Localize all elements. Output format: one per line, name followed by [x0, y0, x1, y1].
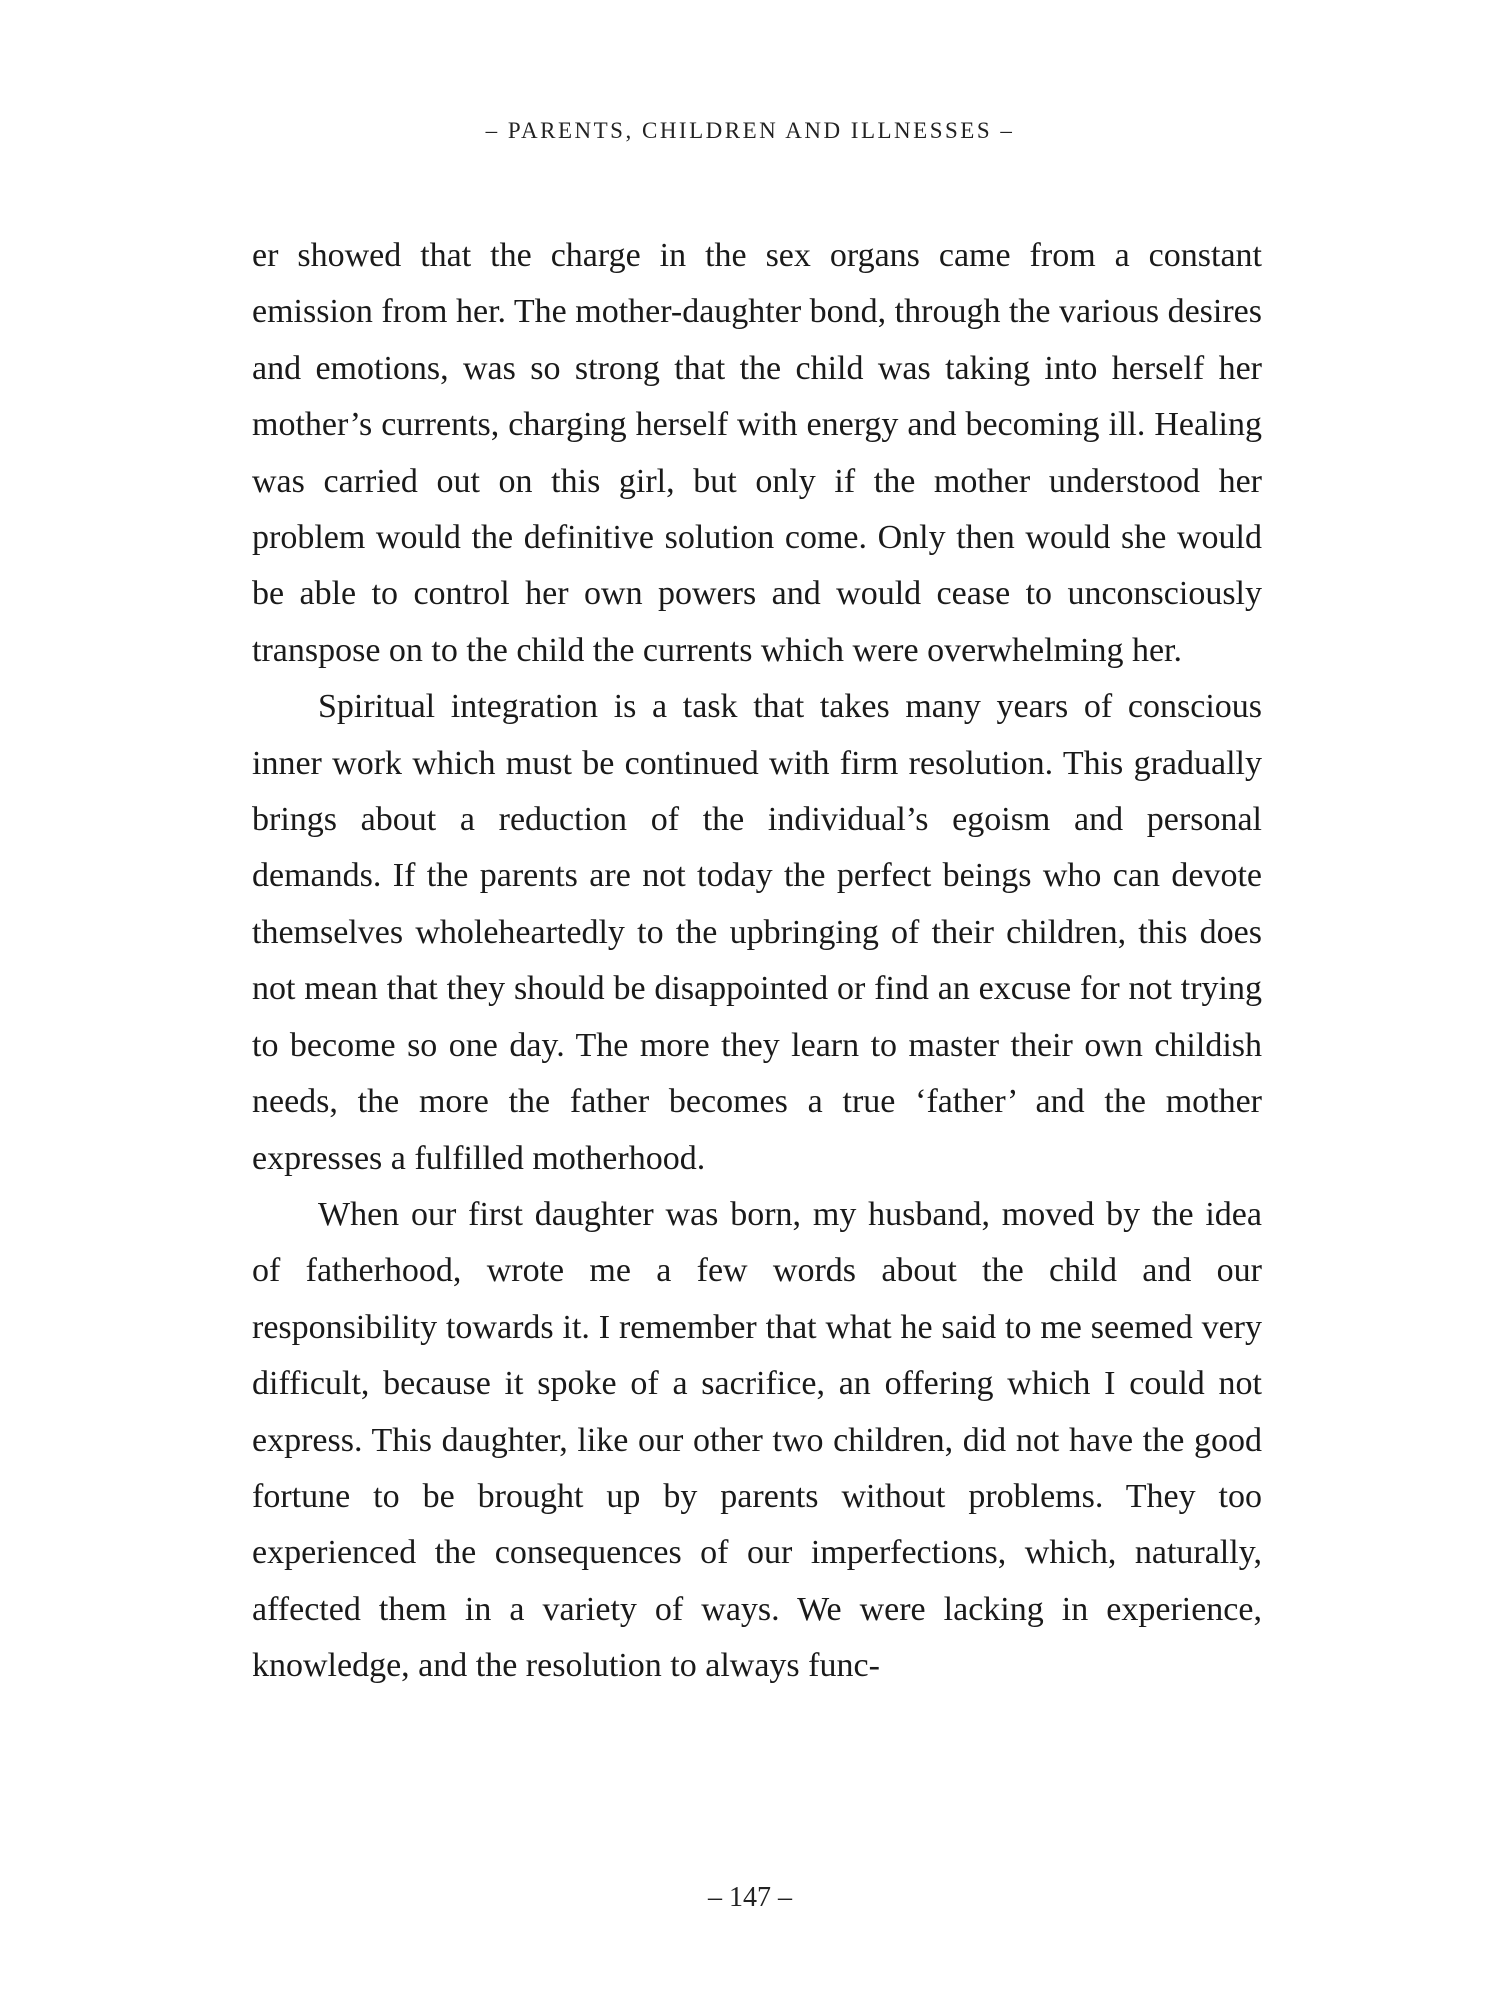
paragraph-first-daughter: When our first daughter was born, my husband, moved by the idea of fatherhood, wrote me a few words about the child and our responsibility towards it. I remember that what he said to me seemed very difficult, because it spoke of a sacrifice, an offering which I could not express. This daughter, like our other two children, did not have the good fortune to be brought up by parents without problems. They too experienced the consequences of our imperfections, which, naturally, affected them in a variety of ways. We were lacking in experience, knowledge, and the resolution to always func-	[252, 1195, 1262, 1685]
page-number: – 147 –	[708, 1882, 792, 1913]
running-head: – PARENTS, CHILDREN AND ILLNESSES –	[485, 118, 1015, 143]
paragraph-spiritual-integration: Spiritual integration is a task that takes many years of conscious inner work which must be continued with firm resolution. This gradually brings about a reduction of the individual’s egoism and personal demands. If the parents are not today the perfect beings who can devote themselves wholeheartedly to the upbringing of their children, this does not mean that they should be disappointed or find an excuse for not trying to become so one day. The more they learn to master their own childish needs, the more the father becomes a true ‘father’ and the mother expresses a fulfilled motherhood.	[252, 688, 1262, 1177]
paragraph-continuation: er showed that the charge in the sex organs came from a constant emission from her. The mother-daughter bond, through the various desires and emotions, was so strong that the child was taking into herself her mother’s currents, charging herself with energy and becoming ill. Healing was carried out on this girl, but only if the mother understood her problem would the definitive solution come. Only then would she would be able to control her own powers and would cease to unconsciously transpose on to the child the currents which were overwhelming her.	[252, 237, 1262, 669]
body-text	[252, 228, 1262, 1695]
